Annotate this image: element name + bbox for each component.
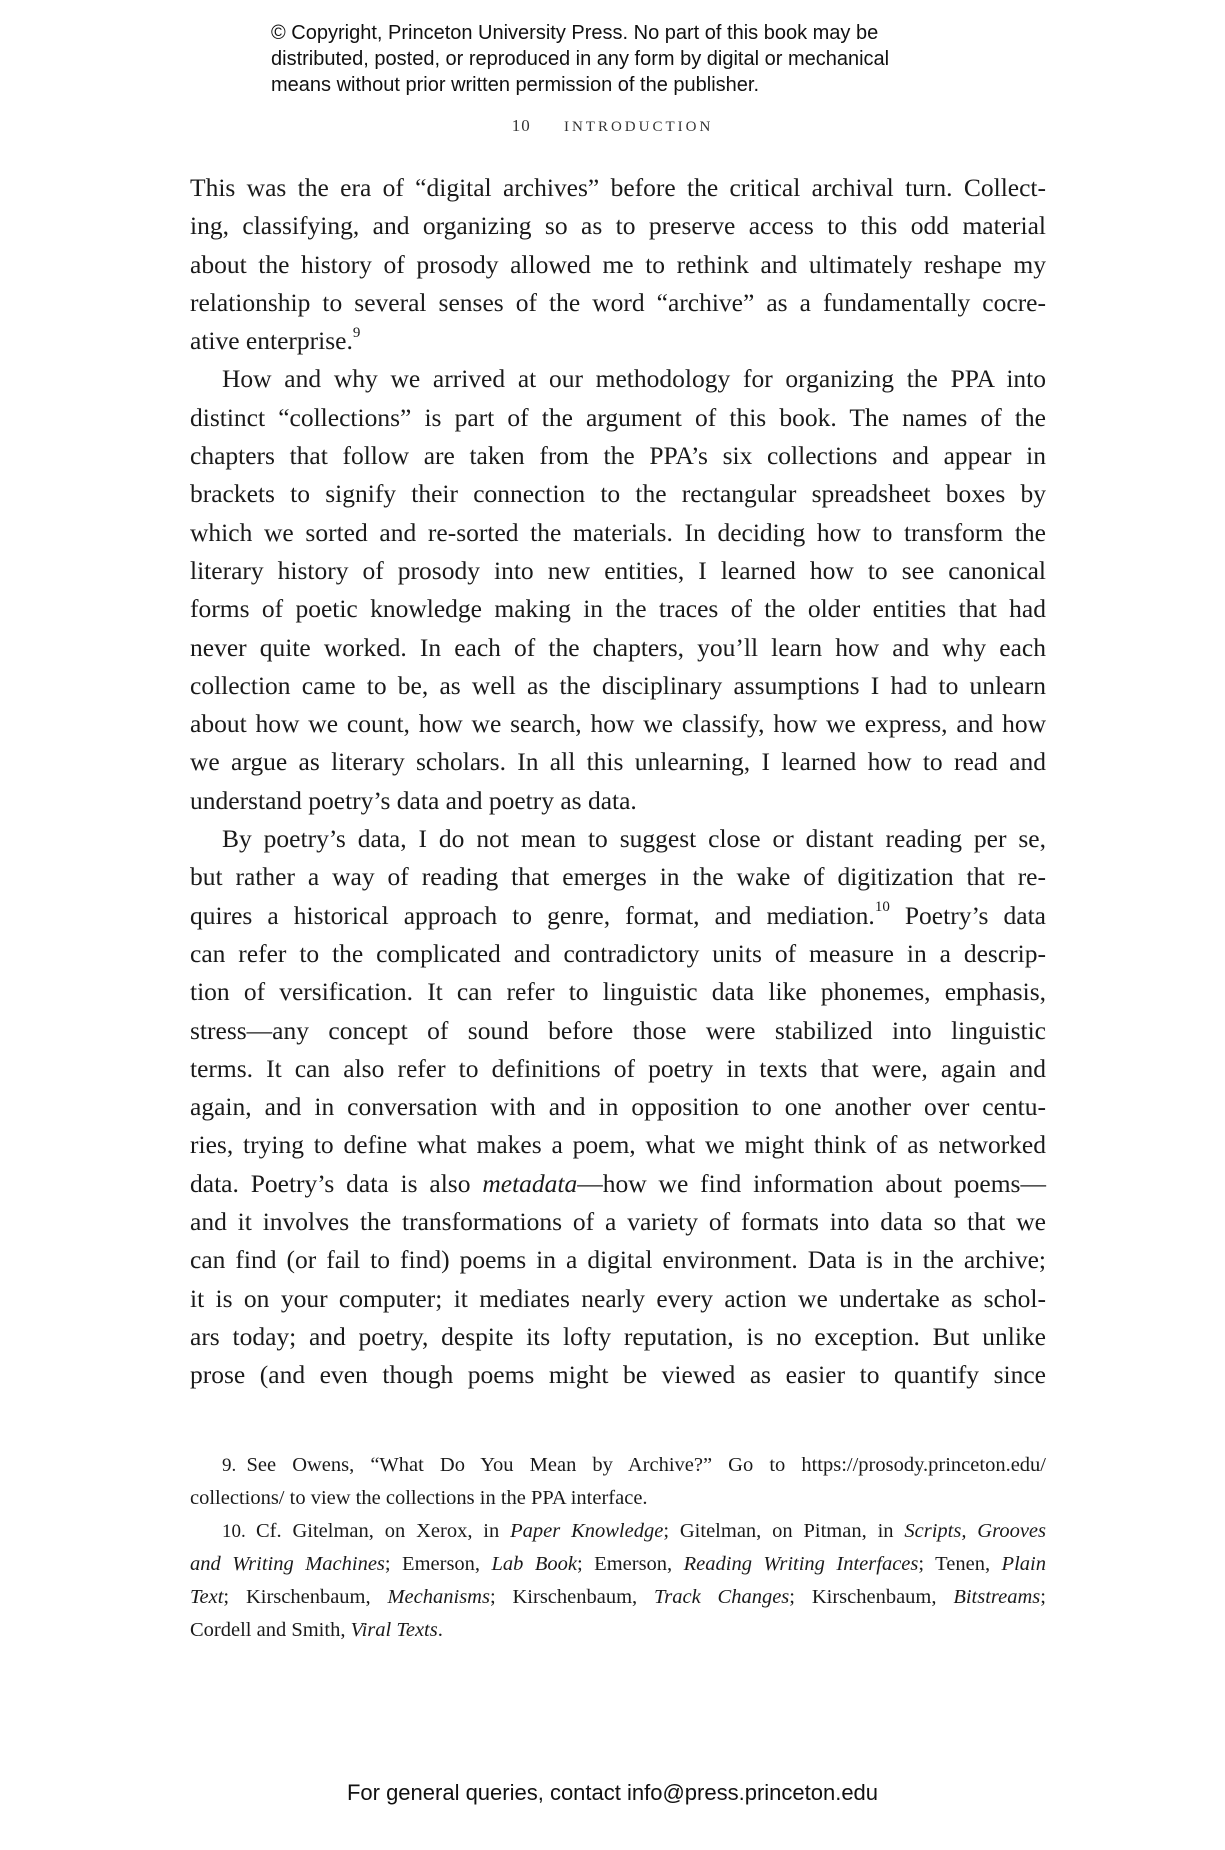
- text-line: about the history of prosody allowed me to rethink and ultimately reshape my: [190, 249, 1046, 279]
- book-title: Lab Book: [491, 1553, 578, 1575]
- text-line: it is on your computer; it mediates nearly every action we undertake as schol-: [190, 1283, 1046, 1313]
- text-line: but rather a way of reading that emerges in the wake of digitization that re-: [190, 862, 1046, 892]
- text-line: about how we count, how we search, how we classify, how we express, and how: [190, 709, 1046, 739]
- copyright-line: distributed, posted, or reproduced in any form by digital or mechanical: [271, 48, 890, 70]
- footnote-line: [190, 1449, 1046, 1482]
- book-title: Scripts, Grooves: [904, 1520, 1046, 1542]
- text-line: By poetry’s data, I do not mean to suggest close or distant reading per se,: [222, 824, 1046, 854]
- text-line: [190, 322, 1046, 360]
- page-number: 10: [511, 116, 531, 135]
- footnote-line: [190, 1581, 1046, 1614]
- text-line: prose (and even though poems might be viewed as easier to quantify since: [190, 1360, 1046, 1390]
- footnote-text: Cf. Gitelman, on Xerox, in: [256, 1520, 511, 1542]
- text-fragment: Poetry’s data: [889, 900, 1046, 930]
- text-line: terms. It can also refer to definitions of poetry in texts that were, again and: [190, 1053, 1046, 1083]
- note-reference[interactable]: 10: [874, 899, 890, 916]
- footnote-number: 10.: [222, 1521, 246, 1542]
- book-title: and Writing Machines: [190, 1553, 385, 1575]
- text-line: ars today; and poetry, despite its lofty reputation, is no exception. But unlike: [190, 1321, 1046, 1351]
- footnote-text: See Owens, “What Do You Mean by Archive?” Go to https://prosody.princeton.edu/: [246, 1454, 1046, 1476]
- text-line: we argue as literary scholars. In all this unlearning, I learned how to read and: [190, 747, 1046, 777]
- text-line: stress—any concept of sound before those were stabilized into linguistic: [190, 1015, 1046, 1045]
- text-line: [190, 1165, 1046, 1203]
- footnote-text: .: [437, 1619, 443, 1641]
- footnote-text: ; Kirschenbaum,: [789, 1586, 954, 1608]
- book-title: Bitstreams: [953, 1586, 1041, 1608]
- footnote-text: ;: [1040, 1586, 1046, 1608]
- footnote-line: collections/ to view the collections in the PPA interface.: [190, 1487, 648, 1509]
- book-title: Reading Writing Interfaces: [683, 1553, 919, 1575]
- emphasis: metadata: [482, 1168, 578, 1198]
- book-title: Viral Texts: [350, 1619, 438, 1641]
- footnote-line: [190, 1548, 1046, 1581]
- text-line: brackets to signify their connection to the rectangular spreadsheet boxes by: [190, 479, 1046, 509]
- footnote-number: 9.: [222, 1455, 237, 1476]
- footnote-text: ; Emerson,: [384, 1553, 492, 1575]
- footnotes: [190, 1449, 1046, 1647]
- text-line: tion of versification. It can refer to linguistic data like phonemes, emphasis,: [190, 977, 1046, 1007]
- text-line: understand poetry’s data and poetry as data.: [190, 785, 637, 815]
- text-line: collection came to be, as well as the disciplinary assumptions I had to unlearn: [190, 670, 1046, 700]
- copyright-line: means without prior written permission of the publisher.: [271, 74, 760, 96]
- text-line: and it involves the transformations of a variety of formats into data so that we: [190, 1207, 1046, 1237]
- text-line: [190, 897, 1046, 935]
- copyright-line: © Copyright, Princeton University Press. No part of this book may be: [271, 22, 879, 44]
- text-line: relationship to several senses of the word “archive” as a fundamentally cocre-: [190, 287, 1046, 317]
- text-line: never quite worked. In each of the chapters, you’ll learn how and why each: [190, 632, 1046, 662]
- copyright-notice: [271, 20, 1031, 98]
- text-line: can find (or fail to find) poems in a digital environment. Data is in the archive;: [190, 1245, 1046, 1275]
- text-fragment: quires a historical approach to genre, format, and mediation.: [190, 900, 875, 930]
- book-title: Mechanisms: [387, 1586, 490, 1608]
- running-head: [0, 112, 1225, 137]
- text-fragment: ative enterprise.: [190, 326, 353, 356]
- text-line: distinct “collections” is part of the argument of this book. The names of the: [190, 402, 1046, 432]
- body-text: [190, 169, 1046, 1395]
- text-line: can refer to the complicated and contradictory units of measure in a descrip-: [190, 938, 1046, 968]
- footnote-text: ; Tenen,: [918, 1553, 1002, 1575]
- book-title: Track Changes: [654, 1586, 790, 1608]
- text-line: How and why we arrived at our methodology for organizing the PPA into: [222, 364, 1046, 394]
- chapter-title: introduction: [563, 112, 714, 136]
- footnote-text: ; Emerson,: [577, 1553, 684, 1575]
- note-reference[interactable]: 9: [352, 324, 361, 341]
- footnote-text: ; Kirschenbaum,: [223, 1586, 388, 1608]
- text-line: again, and in conversation with and in opposition to one another over centu-: [190, 1092, 1046, 1122]
- text-line: which we sorted and re-sorted the materials. In deciding how to transform the: [190, 517, 1046, 547]
- text-line: This was the era of “digital archives” before the critical archival turn. Collect-: [190, 173, 1046, 202]
- footnote-text: Cordell and Smith,: [190, 1619, 351, 1641]
- text-line: forms of poetic knowledge making in the traces of the older entities that had: [190, 594, 1046, 624]
- text-line: chapters that follow are taken from the PPA’s six collections and appear in: [190, 441, 1046, 471]
- contact-footer: For general queries, contact info@press.princeton.edu: [346, 1780, 879, 1805]
- text-line: literary history of prosody into new entities, I learned how to see canonical: [190, 555, 1046, 585]
- footnote-text: ; Kirschenbaum,: [489, 1586, 654, 1608]
- book-title: Plain: [1001, 1553, 1046, 1575]
- book-title: Text: [190, 1586, 224, 1608]
- book-title: Paper Knowledge: [510, 1520, 664, 1542]
- footnote-line: [190, 1515, 1046, 1548]
- text-fragment: —how we find information about poems—: [577, 1168, 1046, 1198]
- text-fragment: data. Poetry’s data is also: [190, 1168, 483, 1198]
- footnote-line: [190, 1614, 1046, 1647]
- text-line: ries, trying to define what makes a poem, what we might think of as networked: [190, 1130, 1046, 1160]
- text-line: ing, classifying, and organizing so as to preserve access to this odd material: [190, 211, 1046, 241]
- footnote-text: ; Gitelman, on Pitman, in: [663, 1520, 905, 1542]
